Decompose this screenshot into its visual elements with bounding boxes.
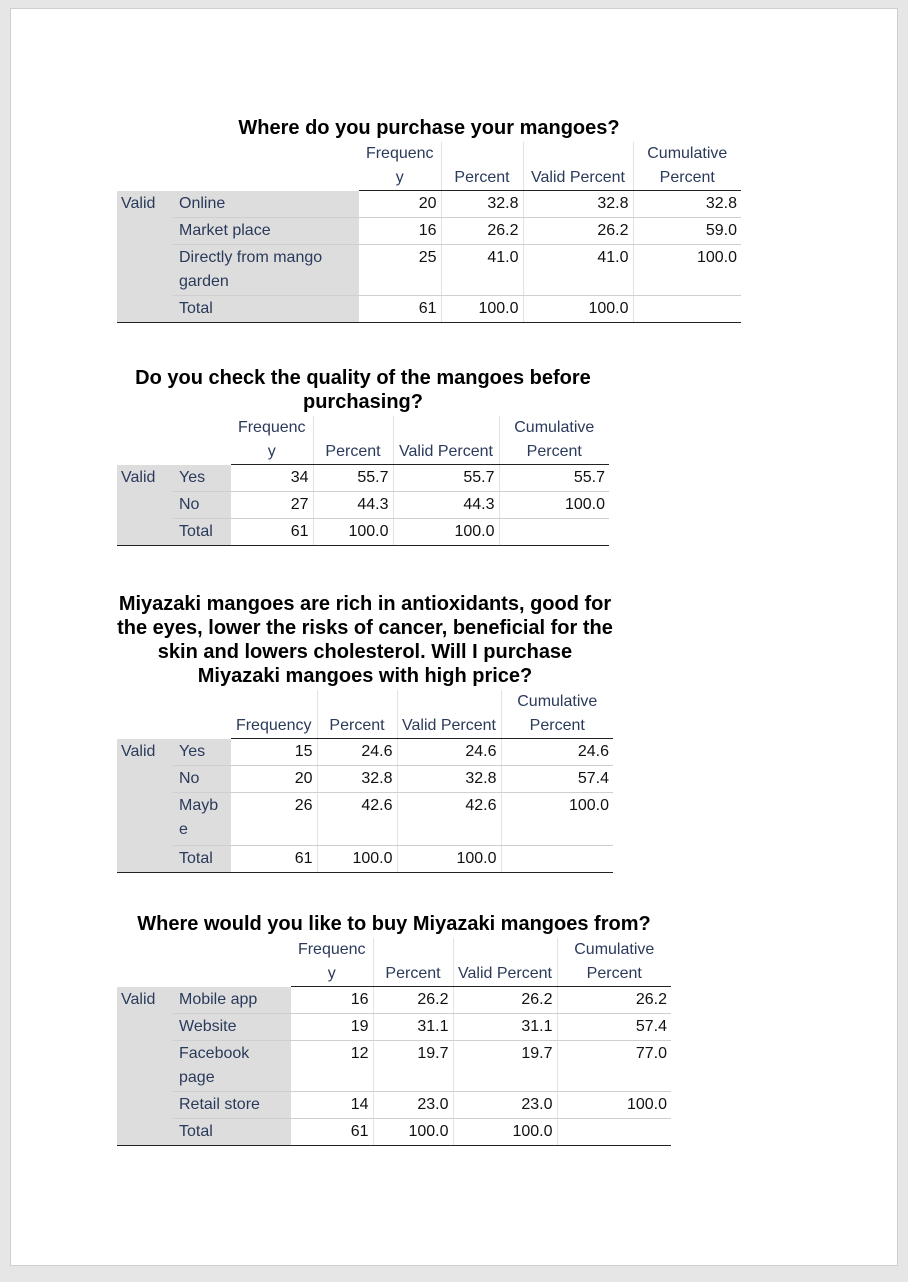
cell-valid-percent: 55.7 [393, 465, 499, 492]
table-row [117, 793, 613, 846]
table-row [117, 846, 613, 873]
cell-percent: 100.0 [373, 1119, 453, 1146]
cell-percent: 44.3 [313, 492, 393, 519]
cell-frequency: 61 [231, 519, 313, 546]
header-valid-percent: Valid Percent [393, 416, 499, 465]
cell-cumulative-percent: 100.0 [557, 1092, 671, 1119]
document-page [10, 8, 898, 1266]
header-percent: Percent [317, 690, 397, 739]
table-title: Miyazaki mangoes are rich in antioxidants, good for the eyes, lower the risks of cancer, beneficial for the skin and lowers cholesterol. Will I purchase Miyazaki mangoes with high price? [117, 593, 613, 687]
cell-valid-percent: 42.6 [397, 793, 501, 846]
row-label: Directly from mango garden [173, 245, 359, 296]
row-label: Yes [173, 465, 231, 492]
row-label: Total [173, 846, 231, 873]
row-label: Yes [173, 739, 231, 766]
cell-valid-percent: 23.0 [453, 1092, 557, 1119]
table-row [117, 492, 609, 519]
cell-cumulative-percent: 32.8 [633, 191, 741, 218]
table-title: Where do you purchase your mangoes? [238, 117, 620, 139]
cell-frequency: 14 [291, 1092, 373, 1119]
cell-cumulative-percent: 59.0 [633, 218, 741, 245]
header-blank [173, 690, 231, 739]
row-label: Total [173, 296, 359, 323]
header-blank [173, 938, 291, 987]
cell-percent: 19.7 [373, 1041, 453, 1092]
header-blank [117, 142, 173, 191]
header-blank [173, 416, 231, 465]
header-blank [173, 142, 359, 191]
cell-percent: 100.0 [317, 846, 397, 873]
cell-valid-percent: 41.0 [523, 245, 633, 296]
cell-valid-percent: 24.6 [397, 739, 501, 766]
cell-frequency: 15 [231, 739, 317, 766]
cell-cumulative-percent: 26.2 [557, 987, 671, 1014]
table-row [117, 739, 613, 766]
table-row [117, 191, 741, 218]
cell-valid-percent: 100.0 [397, 846, 501, 873]
table-row [117, 465, 609, 492]
table-row [117, 245, 741, 296]
header-cumulative-percent: Cumulative Percent [499, 416, 609, 465]
cell-cumulative-percent [633, 296, 741, 323]
frequency-table-miyazaki-high-price [117, 592, 613, 873]
row-label: Total [173, 1119, 291, 1146]
header-cumulative-percent: Cumulative Percent [633, 142, 741, 191]
cell-valid-percent: 31.1 [453, 1014, 557, 1041]
cell-percent: 55.7 [313, 465, 393, 492]
cell-cumulative-percent: 100.0 [633, 245, 741, 296]
row-label: Online [173, 191, 359, 218]
cell-frequency: 25 [359, 245, 441, 296]
cell-frequency: 16 [359, 218, 441, 245]
cell-percent: 31.1 [373, 1014, 453, 1041]
cell-percent: 23.0 [373, 1092, 453, 1119]
cell-cumulative-percent: 57.4 [501, 766, 613, 793]
row-group-label: Valid [117, 739, 173, 873]
cell-frequency: 12 [291, 1041, 373, 1092]
cell-frequency: 20 [359, 191, 441, 218]
table-title: Where would you like to buy Miyazaki mangoes from? [137, 913, 651, 935]
cell-percent: 100.0 [313, 519, 393, 546]
table-row [117, 766, 613, 793]
header-percent: Percent [373, 938, 453, 987]
cell-percent: 26.2 [441, 218, 523, 245]
frequency-table-purchase-location [117, 116, 741, 323]
row-label: Facebook page [173, 1041, 291, 1092]
cell-percent: 42.6 [317, 793, 397, 846]
header-percent: Percent [441, 142, 523, 191]
cell-valid-percent: 44.3 [393, 492, 499, 519]
row-group-label: Valid [117, 987, 173, 1146]
cell-frequency: 34 [231, 465, 313, 492]
header-cumulative-percent: Cumulative Percent [501, 690, 613, 739]
row-label: Website [173, 1014, 291, 1041]
cell-valid-percent: 26.2 [453, 987, 557, 1014]
cell-cumulative-percent: 55.7 [499, 465, 609, 492]
header-frequency: Frequency [231, 416, 313, 465]
header-frequency: Frequency [359, 142, 441, 191]
cell-percent: 100.0 [441, 296, 523, 323]
cell-percent: 26.2 [373, 987, 453, 1014]
header-percent: Percent [313, 416, 393, 465]
table-row [117, 1119, 671, 1146]
table-row [117, 519, 609, 546]
header-blank [117, 938, 173, 987]
table-row [117, 1041, 671, 1092]
row-label: Maybe [173, 793, 231, 846]
cell-valid-percent: 100.0 [523, 296, 633, 323]
cell-cumulative-percent: 24.6 [501, 739, 613, 766]
cell-frequency: 20 [231, 766, 317, 793]
header-valid-percent: Valid Percent [523, 142, 633, 191]
cell-frequency: 61 [231, 846, 317, 873]
cell-frequency: 27 [231, 492, 313, 519]
header-valid-percent: Valid Percent [453, 938, 557, 987]
row-label: Mobile app [173, 987, 291, 1014]
header-blank [117, 690, 173, 739]
cell-valid-percent: 19.7 [453, 1041, 557, 1092]
cell-valid-percent: 26.2 [523, 218, 633, 245]
cell-valid-percent: 100.0 [393, 519, 499, 546]
cell-percent: 24.6 [317, 739, 397, 766]
cell-cumulative-percent [499, 519, 609, 546]
table-row [117, 296, 741, 323]
cell-percent: 41.0 [441, 245, 523, 296]
cell-cumulative-percent [557, 1119, 671, 1146]
table-row [117, 218, 741, 245]
table-title: Do you check the quality of the mangoes before purchasing? [135, 367, 591, 413]
cell-cumulative-percent [501, 846, 613, 873]
table-row [117, 987, 671, 1014]
frequency-table-miyazaki-buy-channel [117, 912, 671, 1146]
row-group-label: Valid [117, 191, 173, 323]
row-label: Retail store [173, 1092, 291, 1119]
cell-percent: 32.8 [317, 766, 397, 793]
cell-frequency: 61 [359, 296, 441, 323]
header-frequency: Frequency [291, 938, 373, 987]
cell-frequency: 26 [231, 793, 317, 846]
cell-valid-percent: 100.0 [453, 1119, 557, 1146]
cell-frequency: 19 [291, 1014, 373, 1041]
frequency-table-quality-check [117, 366, 609, 546]
table-row [117, 1092, 671, 1119]
cell-valid-percent: 32.8 [523, 191, 633, 218]
header-frequency: Frequency [231, 690, 317, 739]
row-label: No [173, 766, 231, 793]
row-label: No [173, 492, 231, 519]
cell-frequency: 16 [291, 987, 373, 1014]
cell-cumulative-percent: 100.0 [501, 793, 613, 846]
cell-cumulative-percent: 77.0 [557, 1041, 671, 1092]
header-cumulative-percent: Cumulative Percent [557, 938, 671, 987]
cell-cumulative-percent: 100.0 [499, 492, 609, 519]
header-valid-percent: Valid Percent [397, 690, 501, 739]
cell-valid-percent: 32.8 [397, 766, 501, 793]
cell-frequency: 61 [291, 1119, 373, 1146]
row-label: Market place [173, 218, 359, 245]
row-label: Total [173, 519, 231, 546]
header-blank [117, 416, 173, 465]
row-group-label: Valid [117, 465, 173, 546]
table-row [117, 1014, 671, 1041]
cell-cumulative-percent: 57.4 [557, 1014, 671, 1041]
cell-percent: 32.8 [441, 191, 523, 218]
